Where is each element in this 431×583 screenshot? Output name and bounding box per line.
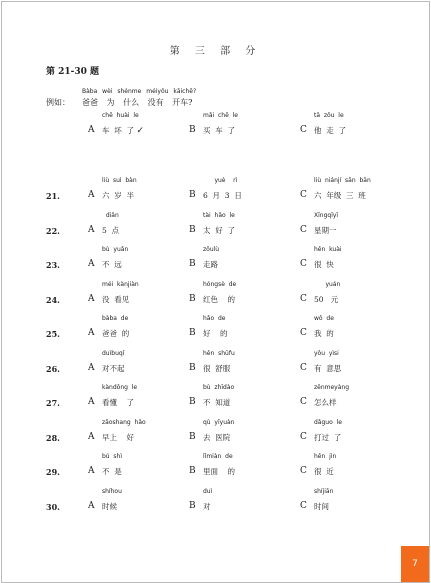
question-row: [2, 212, 429, 238]
option-letter: A: [88, 328, 95, 338]
question-number: 27.: [46, 398, 60, 408]
question-number: 23.: [46, 260, 60, 270]
question-number: 21.: [46, 191, 60, 201]
question-row: [2, 350, 429, 376]
option-hanzi: 不 是: [102, 467, 122, 476]
option-hanzi: 很 快: [314, 260, 334, 269]
option-letter: A: [88, 293, 95, 304]
option-pinyin: yuè rì: [203, 177, 238, 184]
option-pinyin: tā zǒu le: [314, 112, 344, 119]
option-letter: A: [88, 224, 95, 235]
option-pinyin: kàndǒng le: [102, 384, 138, 391]
option-letter: B: [189, 397, 196, 407]
option-pinyin: wǒ de: [314, 315, 334, 322]
question-number: 22.: [46, 225, 60, 236]
option-pinyin: qù yīyuàn: [203, 418, 235, 426]
option-pinyin: diǎn: [102, 211, 119, 219]
option-hanzi: 时候: [102, 501, 117, 511]
exam-page: [1, 1, 430, 583]
example-label: 例如：: [46, 98, 70, 107]
option-letter: A: [88, 362, 95, 373]
question-row: [2, 453, 429, 479]
option-hanzi: 时间: [314, 501, 329, 511]
option-hanzi: 5 点: [102, 225, 120, 235]
option-letter: B: [189, 293, 196, 304]
option-hanzi: 买 车 了: [203, 126, 236, 135]
question-row: [2, 281, 429, 307]
option-pinyin: hěn jìn: [314, 453, 337, 460]
question-row: [2, 246, 429, 272]
option-letter: B: [189, 466, 196, 476]
option-hanzi: 对不起: [102, 363, 125, 373]
option-letter: B: [189, 259, 196, 269]
option-pinyin: bú shì: [102, 453, 123, 460]
option-pinyin: liù suì bàn: [102, 177, 137, 184]
option-letter: A: [88, 397, 95, 407]
example-question-pinyin: Bàba wèi shénme méiyǒu kāichē?: [82, 88, 197, 95]
option-hanzi: 好 的: [203, 329, 228, 338]
option-pinyin: yǒu yìsi: [314, 349, 339, 357]
option-letter: C: [300, 259, 307, 269]
question-number: 25.: [46, 329, 60, 339]
option-pinyin: bù zhīdào: [203, 384, 235, 391]
option-letter: C: [300, 125, 307, 135]
option-letter: C: [300, 224, 307, 235]
option-hanzi: 打过 了: [314, 432, 342, 442]
option-hanzi: 走路: [203, 260, 218, 269]
option-letter: B: [189, 328, 196, 338]
option-pinyin: mǎi chē le: [203, 112, 238, 119]
option-letter: C: [300, 293, 307, 304]
option-letter: A: [88, 466, 95, 476]
option-pinyin: hěn shūfu: [203, 349, 235, 357]
option-hanzi: 50 元: [314, 294, 339, 304]
option-hanzi: 星期一: [314, 225, 337, 235]
option-pinyin: bù yuǎn: [102, 246, 129, 253]
option-hanzi: 六 岁 半: [102, 191, 135, 200]
option-pinyin: Xīngqīyī: [314, 211, 339, 219]
option-letter: B: [189, 500, 196, 511]
option-hanzi: 不 知道: [203, 398, 231, 407]
option-hanzi: 太 好 了: [203, 225, 236, 235]
option-hanzi: 不 远: [102, 260, 122, 269]
question-number: 26.: [46, 363, 60, 374]
part-title: 第 三 部 分: [169, 46, 262, 57]
option-letter: C: [300, 328, 307, 338]
option-letter: C: [300, 466, 307, 476]
option-pinyin: méi kànjiàn: [102, 280, 139, 288]
example-options-row: [2, 112, 429, 138]
option-hanzi: 早上 好: [102, 432, 135, 442]
option-hanzi: 没 看见: [102, 294, 130, 304]
option-letter: C: [300, 362, 307, 373]
option-letter: A: [88, 500, 95, 511]
page-number: 7: [401, 546, 429, 582]
option-letter: A: [88, 125, 95, 135]
option-letter: C: [300, 397, 307, 407]
option-hanzi: 很 近: [314, 467, 334, 476]
check-mark-icon: ✓: [136, 126, 144, 136]
section-title: 第 21-30 题: [46, 67, 100, 77]
option-pinyin: dǎguo le: [314, 418, 342, 426]
option-letter: B: [189, 224, 196, 235]
option-hanzi: 红色 的: [203, 294, 236, 304]
option-pinyin: chē huài le: [102, 112, 139, 119]
option-letter: B: [189, 125, 196, 135]
option-hanzi: 爸爸 的: [102, 329, 130, 338]
option-hanzi: 看懂 了: [102, 398, 135, 407]
option-letter: C: [300, 500, 307, 511]
option-pinyin: zǎoshang hǎo: [102, 418, 146, 426]
question-row: [2, 488, 429, 514]
question-row: [2, 177, 429, 203]
option-pinyin: zěnmeyàng: [314, 384, 350, 391]
option-hanzi: 6 月 3 日: [203, 191, 242, 200]
question-row: [2, 384, 429, 410]
question-row: [2, 315, 429, 341]
option-letter: B: [189, 362, 196, 373]
question-row: [2, 419, 429, 445]
option-pinyin: yuán: [314, 280, 341, 288]
option-pinyin: shíjiān: [314, 487, 334, 495]
option-letter: C: [300, 190, 307, 200]
option-pinyin: lǐmiàn de: [203, 453, 233, 460]
option-letter: B: [189, 190, 196, 200]
question-number: 29.: [46, 467, 60, 477]
option-pinyin: bàba de: [102, 315, 129, 322]
option-hanzi: 有 意思: [314, 363, 342, 373]
option-hanzi: 怎么样: [314, 398, 337, 407]
option-hanzi: 车 坏 了 ✓: [102, 126, 144, 136]
question-number: 30.: [46, 501, 60, 512]
option-pinyin: shíhou: [102, 487, 122, 495]
option-letter: A: [88, 190, 95, 200]
option-hanzi: 里面 的: [203, 467, 236, 476]
option-letter: A: [88, 259, 95, 269]
option-letter: A: [88, 431, 95, 442]
option-pinyin: liù niánjí sān bān: [314, 177, 371, 184]
option-pinyin: duìbuqǐ: [102, 349, 125, 357]
option-pinyin: tài hǎo le: [203, 211, 235, 219]
question-number: 28.: [46, 432, 60, 443]
option-pinyin: hěn kuài: [314, 246, 342, 253]
option-hanzi: 很 舒服: [203, 363, 231, 373]
option-pinyin: hǎo de: [203, 315, 226, 322]
option-pinyin: hóngsè de: [203, 280, 237, 288]
option-hanzi: 他 走 了: [314, 126, 347, 135]
question-number: 24.: [46, 294, 60, 305]
option-hanzi: 对: [203, 501, 211, 511]
option-pinyin: duì: [203, 487, 213, 495]
option-pinyin: zǒulù: [203, 246, 220, 253]
option-hanzi: 去 医院: [203, 432, 231, 442]
option-hanzi: 六 年级 三 班: [314, 191, 366, 200]
option-letter: C: [300, 431, 307, 442]
option-hanzi: 我 的: [314, 329, 334, 338]
example-question: 爸爸 为 什么 没有 开车?: [82, 98, 193, 107]
option-letter: B: [189, 431, 196, 442]
